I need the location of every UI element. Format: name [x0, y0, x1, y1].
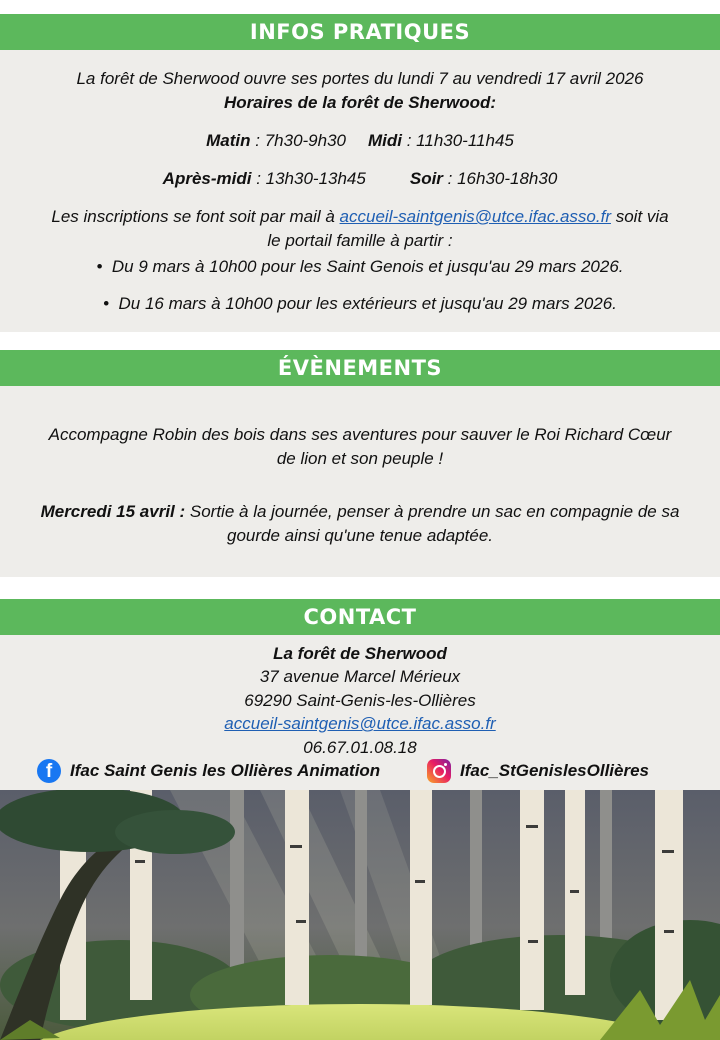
matin-value: : 7h30-9h30	[250, 131, 346, 150]
contact-name: La forêt de Sherwood	[273, 644, 447, 663]
inscription-line	[0, 206, 720, 228]
outing-text: Sortie à la journée, penser à prendre un sac en compagnie de sa	[185, 502, 680, 521]
outing-label: Mercredi 15 avril :	[40, 502, 186, 521]
bullet-2	[0, 293, 720, 315]
events-title: ÉVÈNEMENTS	[277, 356, 443, 380]
contact-header	[0, 599, 720, 635]
inscription-email-link[interactable]: accueil-saintgenis@utce.ifac.asso.fr	[339, 207, 611, 226]
inscription-after: soit via	[610, 207, 669, 226]
instagram-link[interactable]	[427, 758, 649, 784]
infos-header	[0, 14, 720, 50]
bullet-dot-icon: •	[96, 257, 112, 276]
hours-row-2	[0, 168, 720, 190]
facebook-label: Ifac Saint Genis les Ollières Animation	[70, 761, 381, 780]
opening-line: La forêt de Sherwood ouvre ses portes du lundi 7 au vendredi 17 avril 2026	[76, 69, 644, 88]
soir-label: Soir	[409, 169, 443, 188]
instagram-label: Ifac_StGenislesOllières	[460, 761, 649, 780]
infos-title: INFOS PRATIQUES	[249, 20, 471, 44]
hours-row-1	[0, 130, 720, 152]
inscription-before: Les inscriptions se font soit par mail à	[51, 207, 340, 226]
events-panel	[0, 386, 720, 577]
midi-label: Midi	[368, 131, 402, 150]
outing-line-2: gourde ainsi qu'une tenue adaptée.	[226, 526, 494, 545]
midi-value: : 11h30-11h45	[402, 131, 514, 150]
apres-label: Après-midi	[162, 169, 252, 188]
hours-title: Horaires de la forêt de Sherwood:	[223, 93, 497, 112]
outing-line	[0, 501, 720, 523]
contact-city: 69290 Saint-Genis-les-Ollières	[244, 691, 476, 710]
events-header	[0, 350, 720, 386]
matin-label: Matin	[206, 131, 251, 150]
instagram-icon	[427, 759, 451, 783]
contact-street: 37 avenue Marcel Mérieux	[259, 667, 461, 686]
inscription-line-2: le portail famille à partir :	[267, 231, 453, 250]
apres-value: : 13h30-13h45	[251, 169, 366, 188]
contact-phone: 06.67.01.08.18	[303, 738, 417, 757]
soir-value: : 16h30-18h30	[442, 169, 558, 188]
events-line-1: Accompagne Robin des bois dans ses aventures pour sauver le Roi Richard Cœur	[48, 425, 672, 444]
bullet-1	[0, 256, 720, 278]
forest-illustration	[0, 790, 720, 1040]
contact-email-link[interactable]: accueil-saintgenis@utce.ifac.asso.fr	[224, 714, 496, 733]
bullet-2-text: Du 16 mars à 10h00 pour les extérieurs et jusqu'au 29 mars 2026.	[118, 294, 617, 313]
facebook-icon: f	[37, 759, 61, 783]
events-line-2: de lion et son peuple !	[276, 449, 444, 468]
bullet-dot-icon: •	[103, 294, 119, 313]
contact-title: CONTACT	[303, 605, 417, 629]
contact-email-line	[0, 713, 720, 735]
bullet-1-text: Du 9 mars à 10h00 pour les Saint Genois et jusqu'au 29 mars 2026.	[111, 257, 624, 276]
facebook-link[interactable]	[37, 758, 380, 784]
